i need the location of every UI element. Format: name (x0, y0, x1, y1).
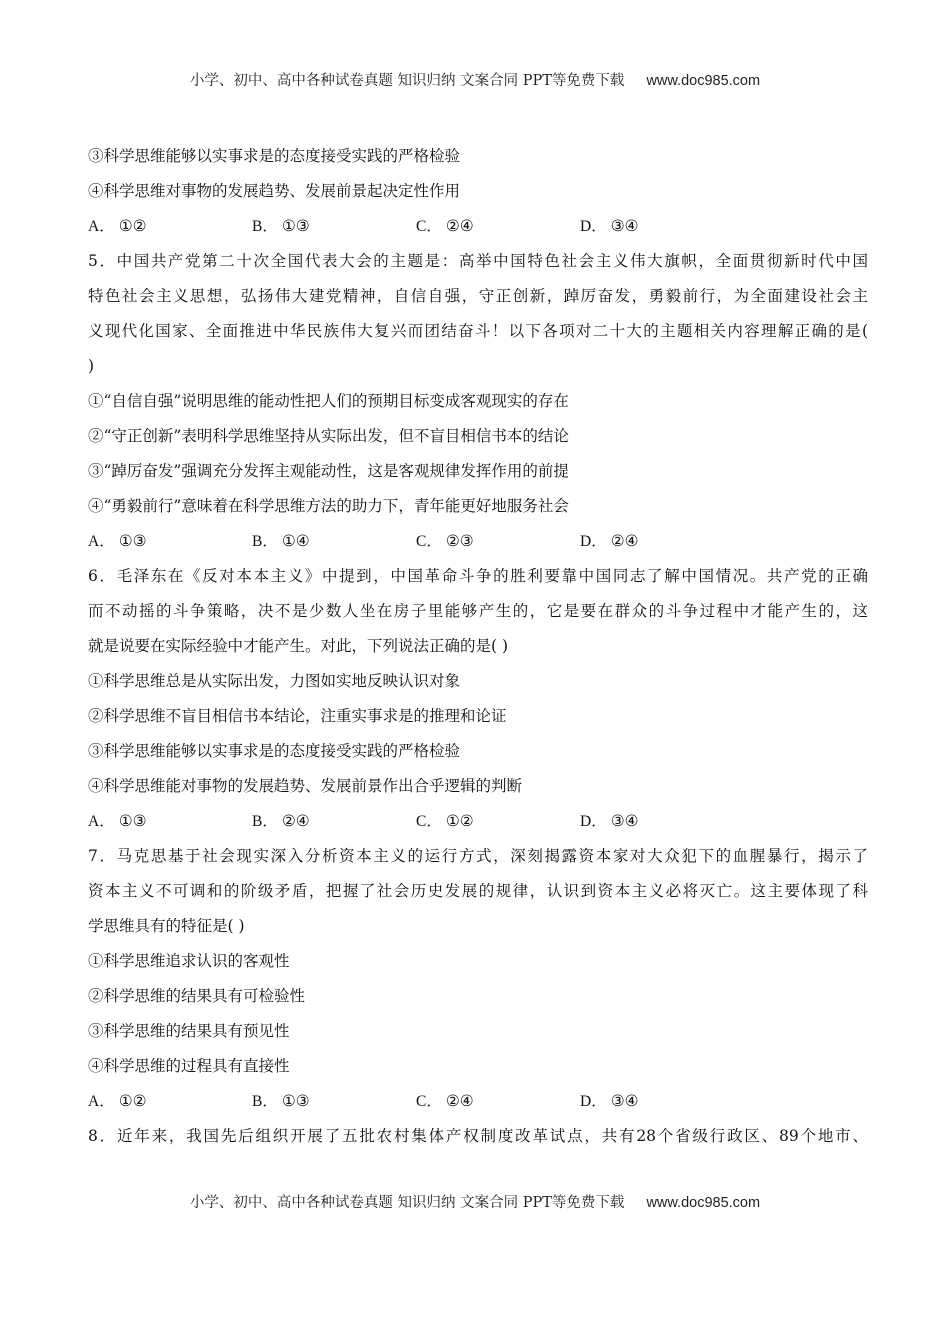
option-d: D． ③④ (580, 812, 639, 830)
question-7 (88, 843, 868, 1123)
q5-stem-line: 特色社会主义思想，弘扬伟大建党精神，自信自强，守正创新，踔厉奋发，勇毅前行，为全面建设社会主 (88, 287, 868, 305)
option-a: A． ①② (88, 1092, 147, 1110)
q7-stem-line: 资本主义不可调和的阶级矛盾，把握了社会历史发展的规律，认识到资本主义必将灭亡。这主要体现了科 (88, 882, 868, 900)
q6-options (88, 808, 868, 843)
option-b: B． ①③ (252, 1092, 310, 1110)
q7-item-3: ③科学思维的结果具有预见性 (88, 1022, 290, 1040)
option-c: C． ②④ (416, 1092, 474, 1110)
option-b: B． ①③ (252, 217, 310, 235)
option-a: A． ①③ (88, 812, 147, 830)
question-5 (88, 248, 868, 563)
q6-stem-line: 6．毛泽东在《反对本本主义》中提到，中国革命斗争的胜利要靠中国同志了解中国情况。共产党的正确 (88, 567, 868, 585)
q6-stem-line: 就是说要在实际经验中才能产生。对此，下列说法正确的是( ) (88, 637, 509, 655)
q6-item-1: ①科学思维总是从实际出发，力图如实地反映认识对象 (88, 672, 461, 690)
q5-options (88, 528, 868, 563)
question-4-tail (88, 143, 868, 248)
q6-item-4: ④科学思维能对事物的发展趋势、发展前景作出合乎逻辑的判断 (88, 777, 523, 795)
q8-stem-line: 8．近年来，我国先后组织开展了五批农村集体产权制度改革试点，共有28个省级行政区、89个地市、 (88, 1127, 868, 1145)
q6-item-3: ③科学思维能够以实事求是的态度接受实践的严格检验 (88, 742, 461, 760)
q7-item-1: ①科学思维追求认识的客观性 (88, 952, 290, 970)
option-d: D． ③④ (580, 1092, 639, 1110)
q7-stem-line: 学思维具有的特征是( ) (88, 917, 245, 935)
q4-item-3: ③科学思维能够以实事求是的态度接受实践的严格检验 (88, 147, 461, 165)
q6-stem-line: 而不动摇的斗争策略，决不是少数人坐在房子里能够产生的，它是要在群众的斗争过程中才能产生的，这 (88, 602, 868, 620)
q4-item-4: ④科学思维对事物的发展趋势、发展前景起决定性作用 (88, 182, 461, 200)
footer-text: 小学、初中、高中各种试卷真题 知识归纳 文案合同 PPT等免费下载 (189, 1195, 625, 1211)
option-a: A． ①③ (88, 532, 147, 550)
question-8 (88, 1123, 868, 1158)
page-footer (0, 1191, 950, 1212)
q5-stem-line: ) (88, 357, 95, 375)
q5-stem-line: 5．中国共产党第二十次全国代表大会的主题是：高举中国特色社会主义伟大旗帜，全面贯彻新时代中国 (88, 252, 868, 270)
q7-stem-line: 7．马克思基于社会现实深入分析资本主义的运行方式，深刻揭露资本家对大众犯下的血腥暴行，揭示了 (88, 847, 868, 865)
q5-item-4: ④“勇毅前行”意味着在科学思维方法的助力下，青年能更好地服务社会 (88, 497, 569, 515)
q5-item-3: ③“踔厉奋发”强调充分发挥主观能动性，这是客观规律发挥作用的前提 (88, 462, 569, 480)
option-d: D． ②④ (580, 532, 639, 550)
q5-item-1: ①“自信自强”说明思维的能动性把人们的预期目标变成客观现实的存在 (88, 392, 569, 410)
header-text: 小学、初中、高中各种试卷真题 知识归纳 文案合同 PPT等免费下载 (189, 73, 625, 89)
option-b: B． ②④ (252, 812, 310, 830)
q5-stem-line: 义现代化国家、全面推进中华民族伟大复兴而团结奋斗！以下各项对二十大的主题相关内容理解正确的是( (88, 322, 868, 340)
q5-item-2: ②“守正创新”表明科学思维坚持从实际出发，但不盲目相信书本的结论 (88, 427, 569, 445)
header-url[interactable]: www.doc985.com (646, 73, 761, 89)
q7-options (88, 1088, 868, 1123)
option-a: A． ①② (88, 217, 147, 235)
footer-url[interactable]: www.doc985.com (646, 1195, 761, 1211)
option-c: C． ①② (416, 812, 474, 830)
question-6 (88, 563, 868, 843)
q6-item-2: ②科学思维不盲目相信书本结论，注重实事求是的推理和论证 (88, 707, 507, 725)
q7-item-2: ②科学思维的结果具有可检验性 (88, 987, 306, 1005)
option-d: D． ③④ (580, 217, 639, 235)
q4-options (88, 213, 868, 248)
option-c: C． ②③ (416, 532, 474, 550)
q7-item-4: ④科学思维的过程具有直接性 (88, 1057, 290, 1075)
page-header (0, 69, 950, 90)
document-body (88, 143, 868, 1158)
option-b: B． ①④ (252, 532, 310, 550)
option-c: C． ②④ (416, 217, 474, 235)
